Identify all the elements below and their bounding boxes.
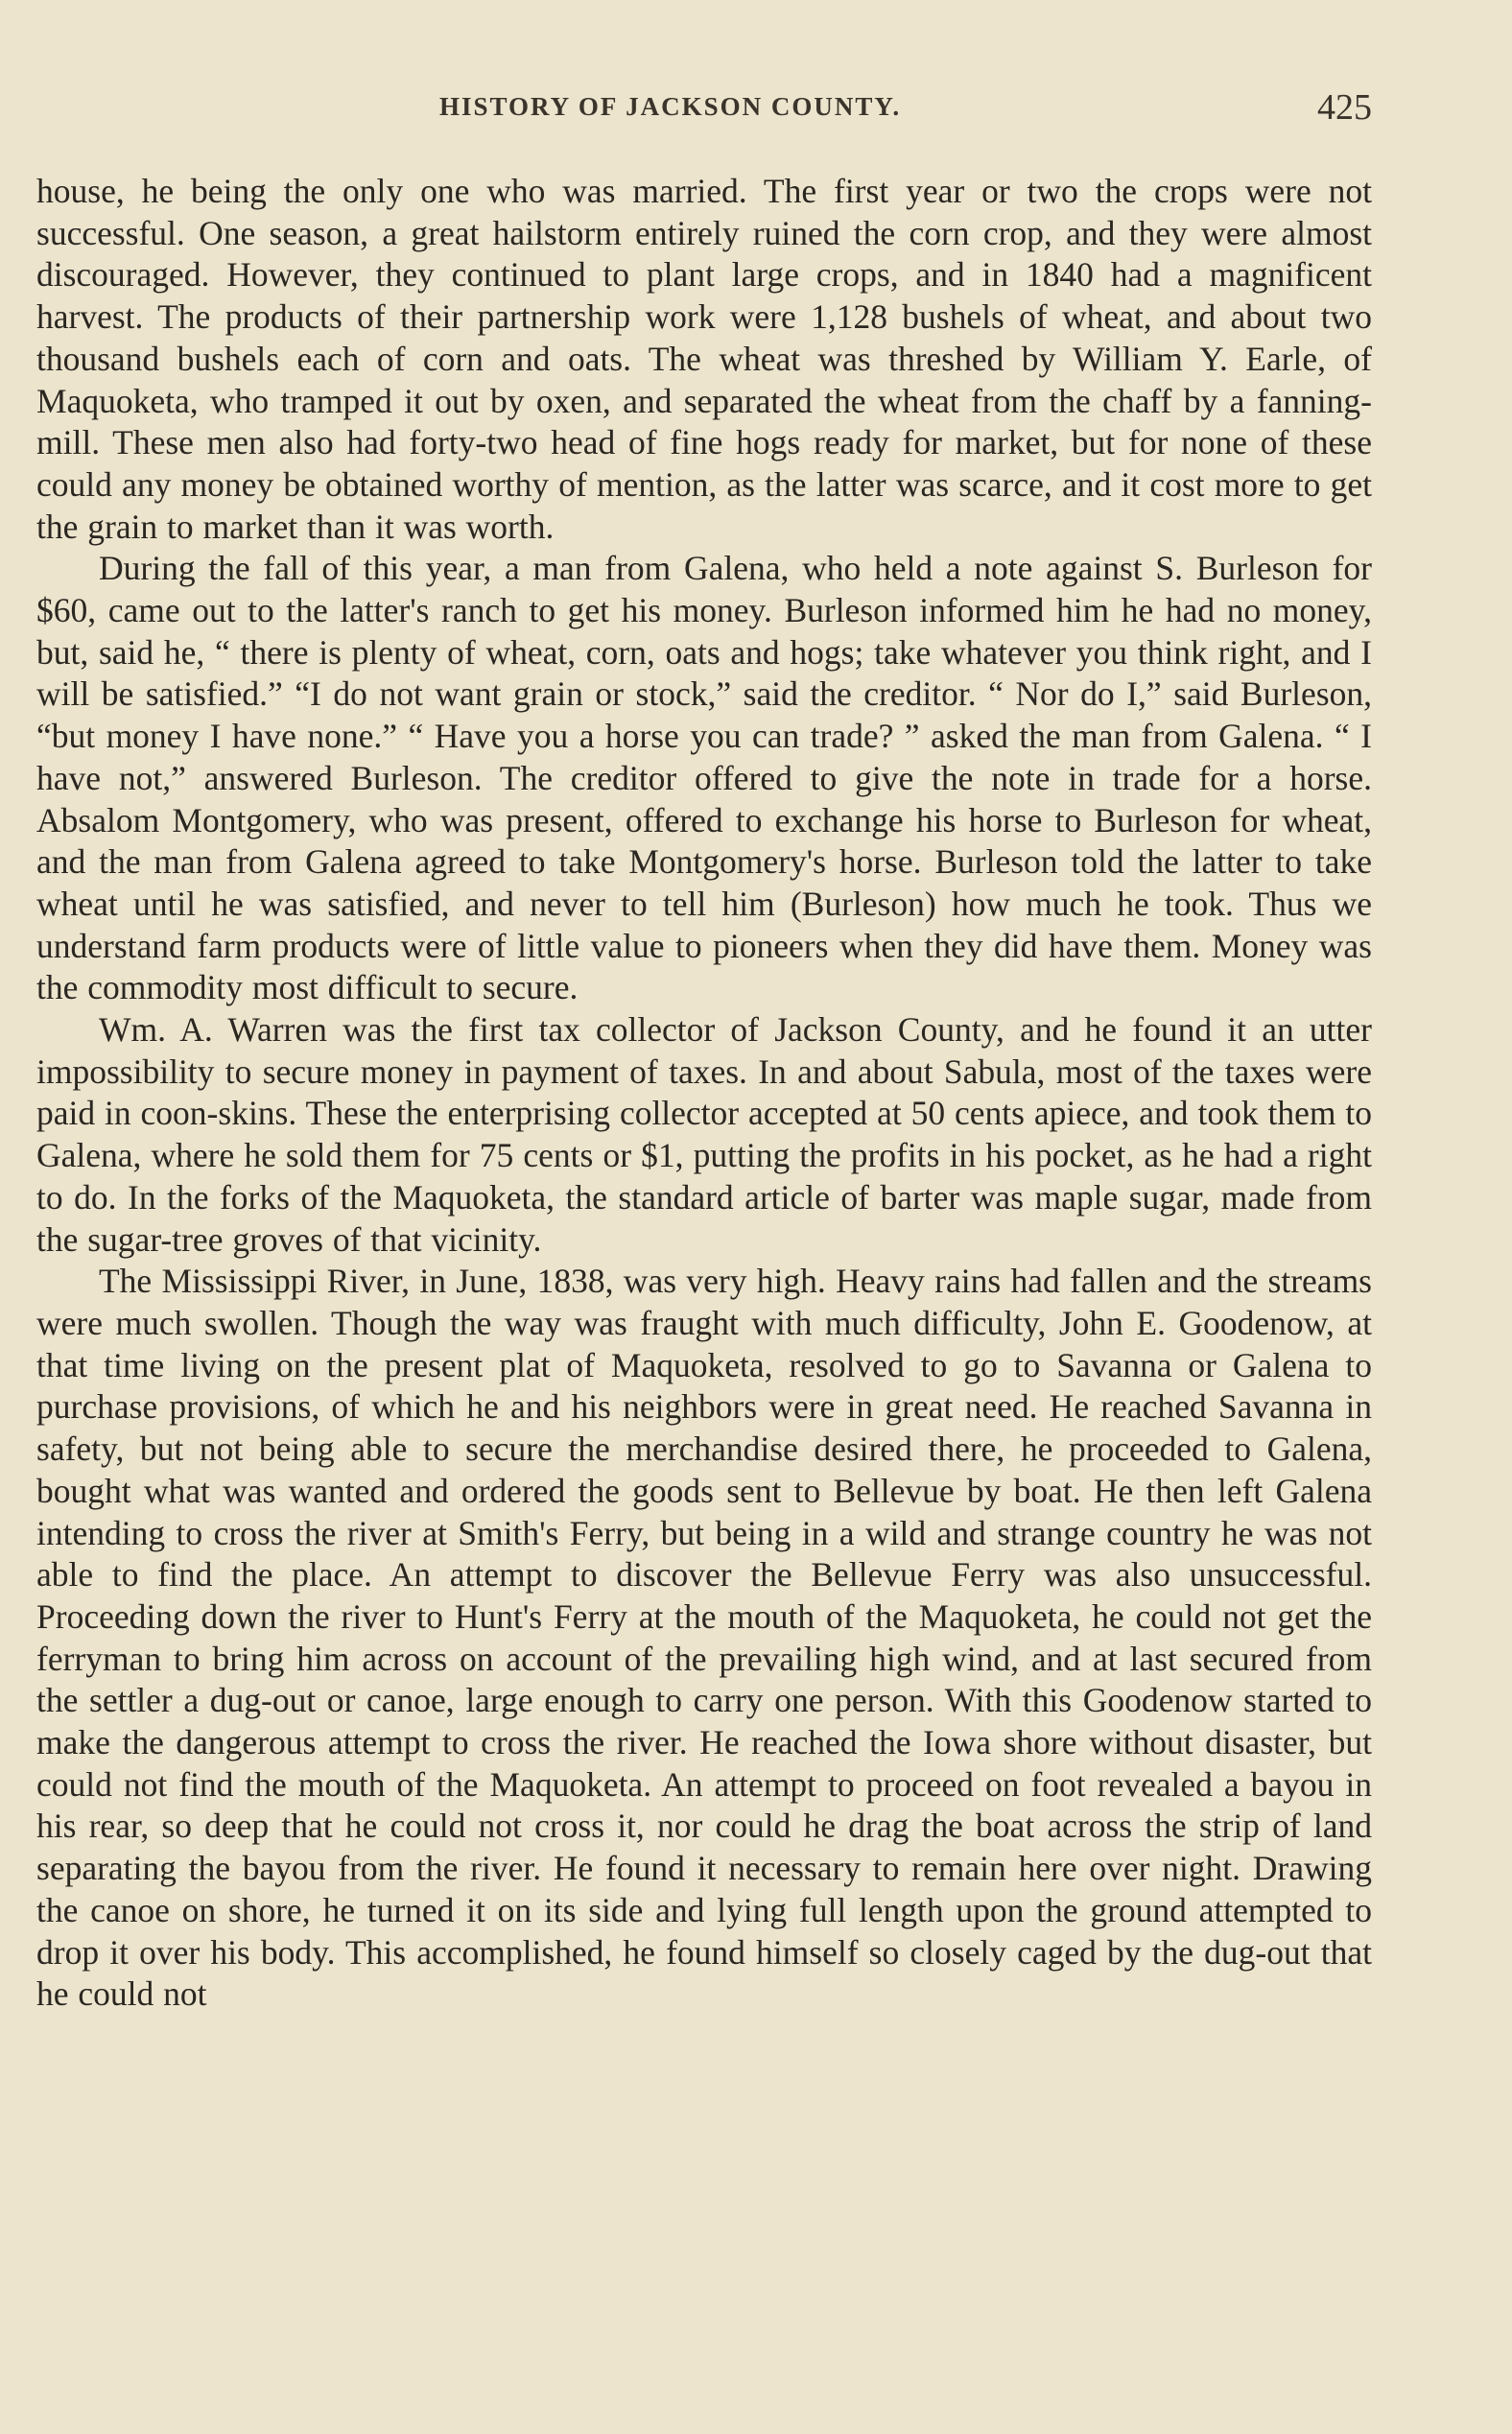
running-head: HISTORY OF JACKSON COUNTY. [439, 92, 902, 121]
paragraph: house, he being the only one who was married. The first year or two the crops were not successful. One season, a great hailstorm entirely ruined the corn crop, and they were almost discouraged. However, they continued to plant large crops, and in 1840 had a magnificent harvest. The products of their partnership work were 1,128 bushels of wheat, and about two thousand bushels each of corn and oats. The wheat was threshed by William Y. Earle, of Maquoketa, who tramped it out by oxen, and separated the wheat from the chaff by a fanning-mill. These men also had forty-two head of fine hogs ready for market, but for none of these could any money be obtained worthy of mention, as the latter was scarce, and it cost more to get the grain to market than it was worth. [36, 172, 1372, 546]
page-number: 425 [1317, 87, 1372, 128]
paragraph: The Mississippi River, in June, 1838, was very high. Heavy rains had fallen and the streams were much swollen. Though the way was fraught with much difficulty, John E. Goodenow, at that time living on the present plat of Maquoketa, resolved to go to Savanna or Galena to purchase provisions, of which he and his neighbors were in great need. He reached Savanna in safety, but not being able to secure the merchandise desired there, he proceeded to Galena, bought what was wanted and ordered the goods sent to Bellevue by boat. He then left Galena intending to cross the river at Smith's Ferry, but being in a wild and strange country he was not able to find the place. An attempt to discover the Bellevue Ferry was also unsuccessful. Proceeding down the river to Hunt's Ferry at the mouth of the Maquoketa, he could not get the ferryman to bring him across on account of the prevailing high wind, and at last secured from the settler a dug-out or canoe, large enough to carry one person. With this Goodenow started to make the dangerous attempt to cross the river. He reached the Iowa shore without disaster, but could not find the mouth of the Maquoketa. An attempt to proceed on foot revealed a bayou in his rear, so deep that he could not cross it, nor could he drag the boat across the strip of land separating the bayou from the river. He found it necessary to remain here over night. Drawing the canoe on shore, he turned it on its side and lying full length upon the ground attempted to drop it over his body. This accomplished, he found himself so closely caged by the dug-out that he could not [36, 1262, 1372, 2014]
paragraph: Wm. A. Warren was the first tax collector of Jackson County, and he found it an utter impossibility to secure money in payment of taxes. In and about Sabula, most of the taxes were paid in coon-skins. These the enterprising collector accepted at 50 cents apiece, and took them to Galena, where he sold them for 75 cents or $1, putting the profits in his pocket, as he had a right to do. In the forks of the Maquoketa, the standard article of barter was maple sugar, made from the sugar-tree groves of that vicinity. [36, 1010, 1372, 1259]
paragraph: During the fall of this year, a man from Galena, who held a note against S. Burleson for $60, came out to the latter's ranch to get his money. Burleson informed him he had no money, but, said he, “ there is plenty of wheat, corn, oats and hogs; take whatever you think right, and I will be satisfied.” “I do not want grain or stock,” said the creditor. “ Nor do I,” said Burleson, “but money I have none.” “ Have you a horse you can trade? ” asked the man from Galena. “ I have not,” answered Burleson. The creditor offered to give the note in trade for a horse. Absalom Montgomery, who was present, offered to exchange his horse to Burleson for wheat, and the man from Galena agreed to take Montgomery's horse. Burleson told the latter to take wheat until he was satisfied, and never to tell him (Burleson) how much he took. Thus we understand farm products were of little value to pioneers when they did have them. Money was the commodity most difficult to secure. [36, 549, 1372, 1007]
body-text [36, 171, 1372, 2016]
page-header [36, 87, 1372, 142]
